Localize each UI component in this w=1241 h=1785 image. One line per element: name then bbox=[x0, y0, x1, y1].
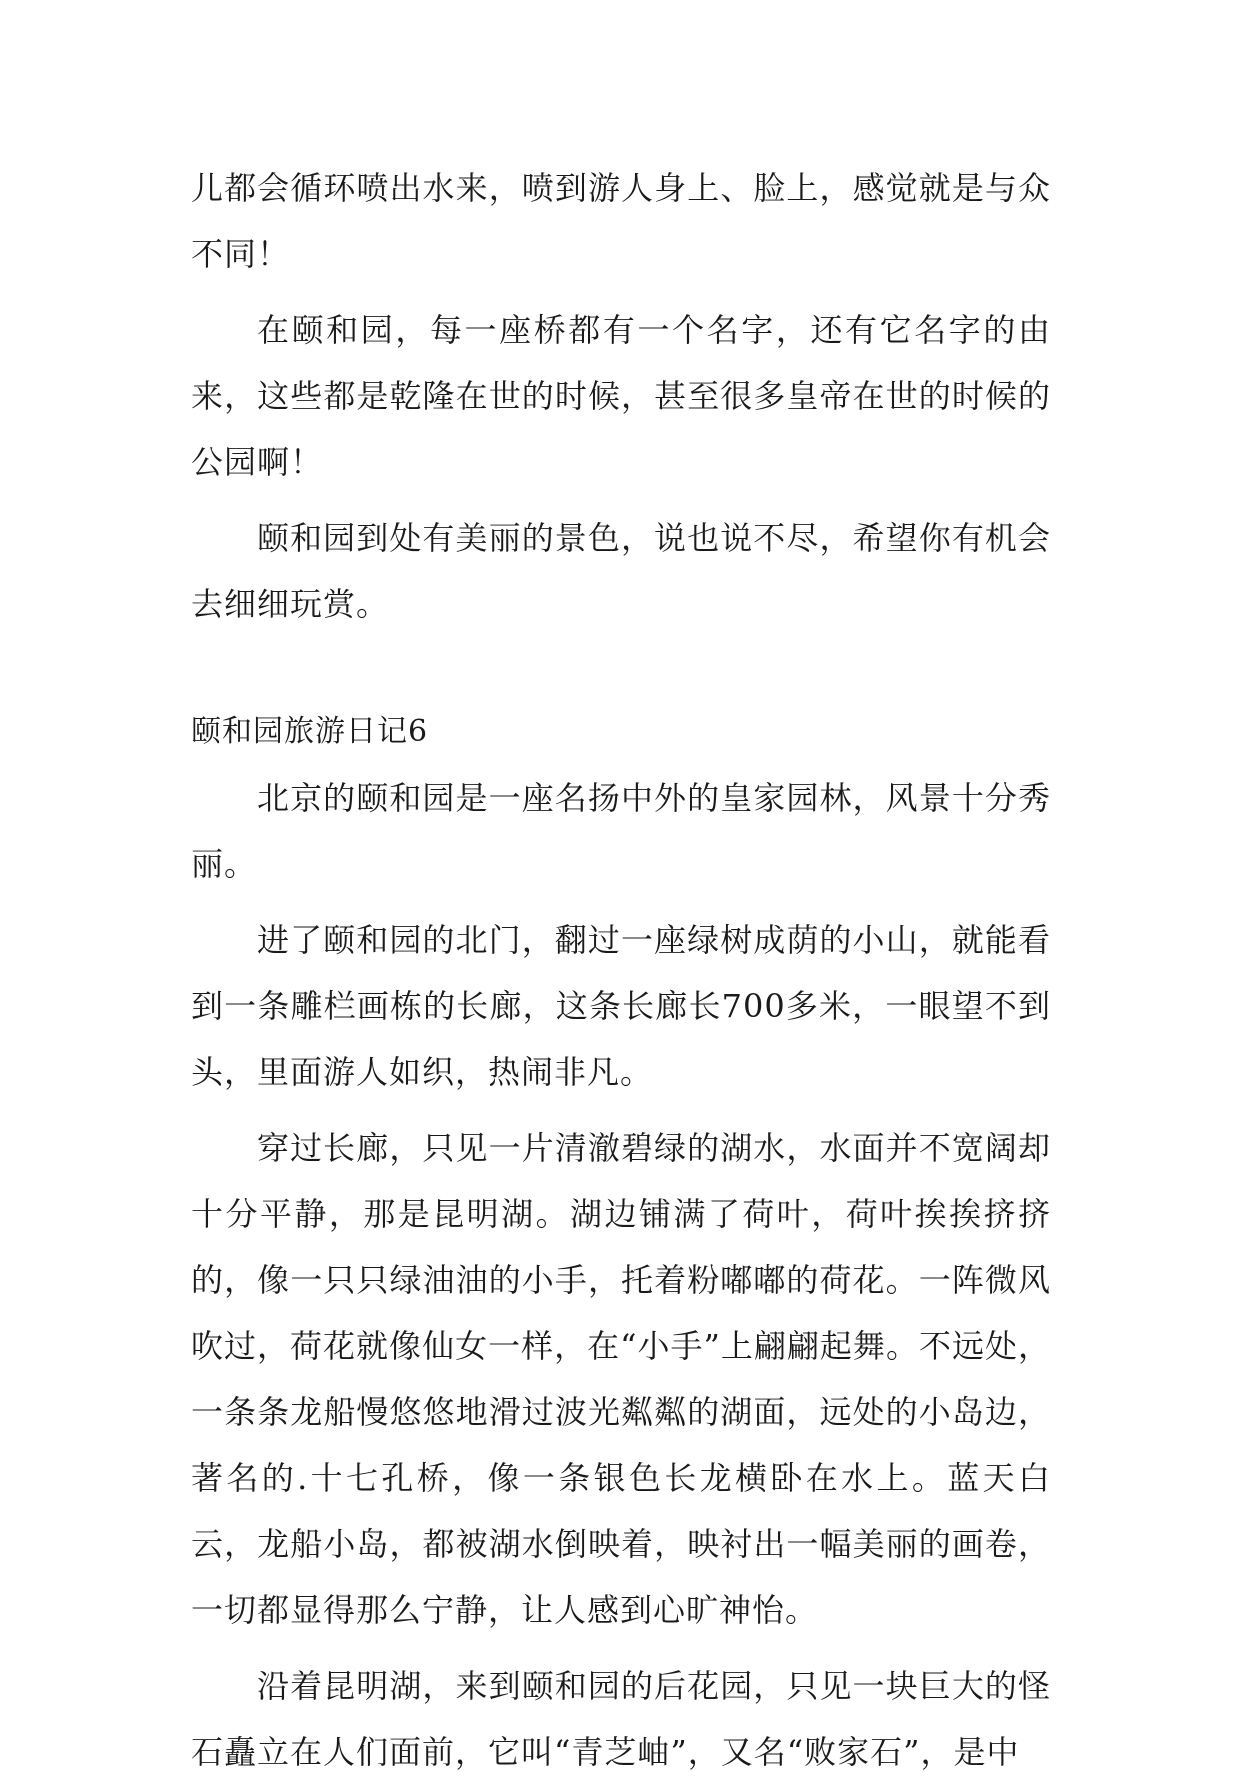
paragraph: 儿都会循环喷出水来，喷到游人身上、脸上，感觉就是与众不同！ bbox=[191, 169, 1051, 273]
document-page bbox=[191, 155, 1051, 1785]
paragraph: 穿过长廊，只见一片清澈碧绿的湖水，水面并不宽阔却十分平静，那是昆明湖。湖边铺满了荷叶，荷叶挨挨挤挤的，像一只只绿油油的小手，托着粉嘟嘟的荷花。一阵微风吹过，荷花就像仙女一样，在“小手”上翩翩起舞。不远处，一条条龙船慢悠悠地滑过波光粼粼的湖面，远处的小岛边，著名的.十七孔桥，像一条银色长龙横卧在水上。蓝天白云，龙船小岛，都被湖水倒映着，映衬出一幅美丽的画卷，一切都显得那么宁静，让人感到心旷神怡。 bbox=[191, 1129, 1051, 1629]
paragraph: 颐和园到处有美丽的景色，说也说不尽，希望你有机会去细细玩赏。 bbox=[191, 519, 1051, 623]
paragraph: 沿着昆明湖，来到颐和园的后花园，只见一块巨大的怪石矗立在人们面前，它叫“青芝岫”，又名“败家石”，是中 bbox=[191, 1667, 1051, 1771]
paragraph: 在颐和园，每一座桥都有一个名字，还有它名字的由来，这些都是乾隆在世的时候，甚至很多皇帝在世的时候的公园啊！ bbox=[191, 311, 1051, 481]
paragraph: 进了颐和园的北门，翻过一座绿树成荫的小山，就能看到一条雕栏画栋的长廊，这条长廊长700多米，一眼望不到头，里面游人如织，热闹非凡。 bbox=[191, 921, 1051, 1091]
section-title: 颐和园旅游日记6 bbox=[191, 714, 429, 749]
paragraph: 北京的颐和园是一座名扬中外的皇家园林，风景十分秀丽。 bbox=[191, 779, 1051, 883]
